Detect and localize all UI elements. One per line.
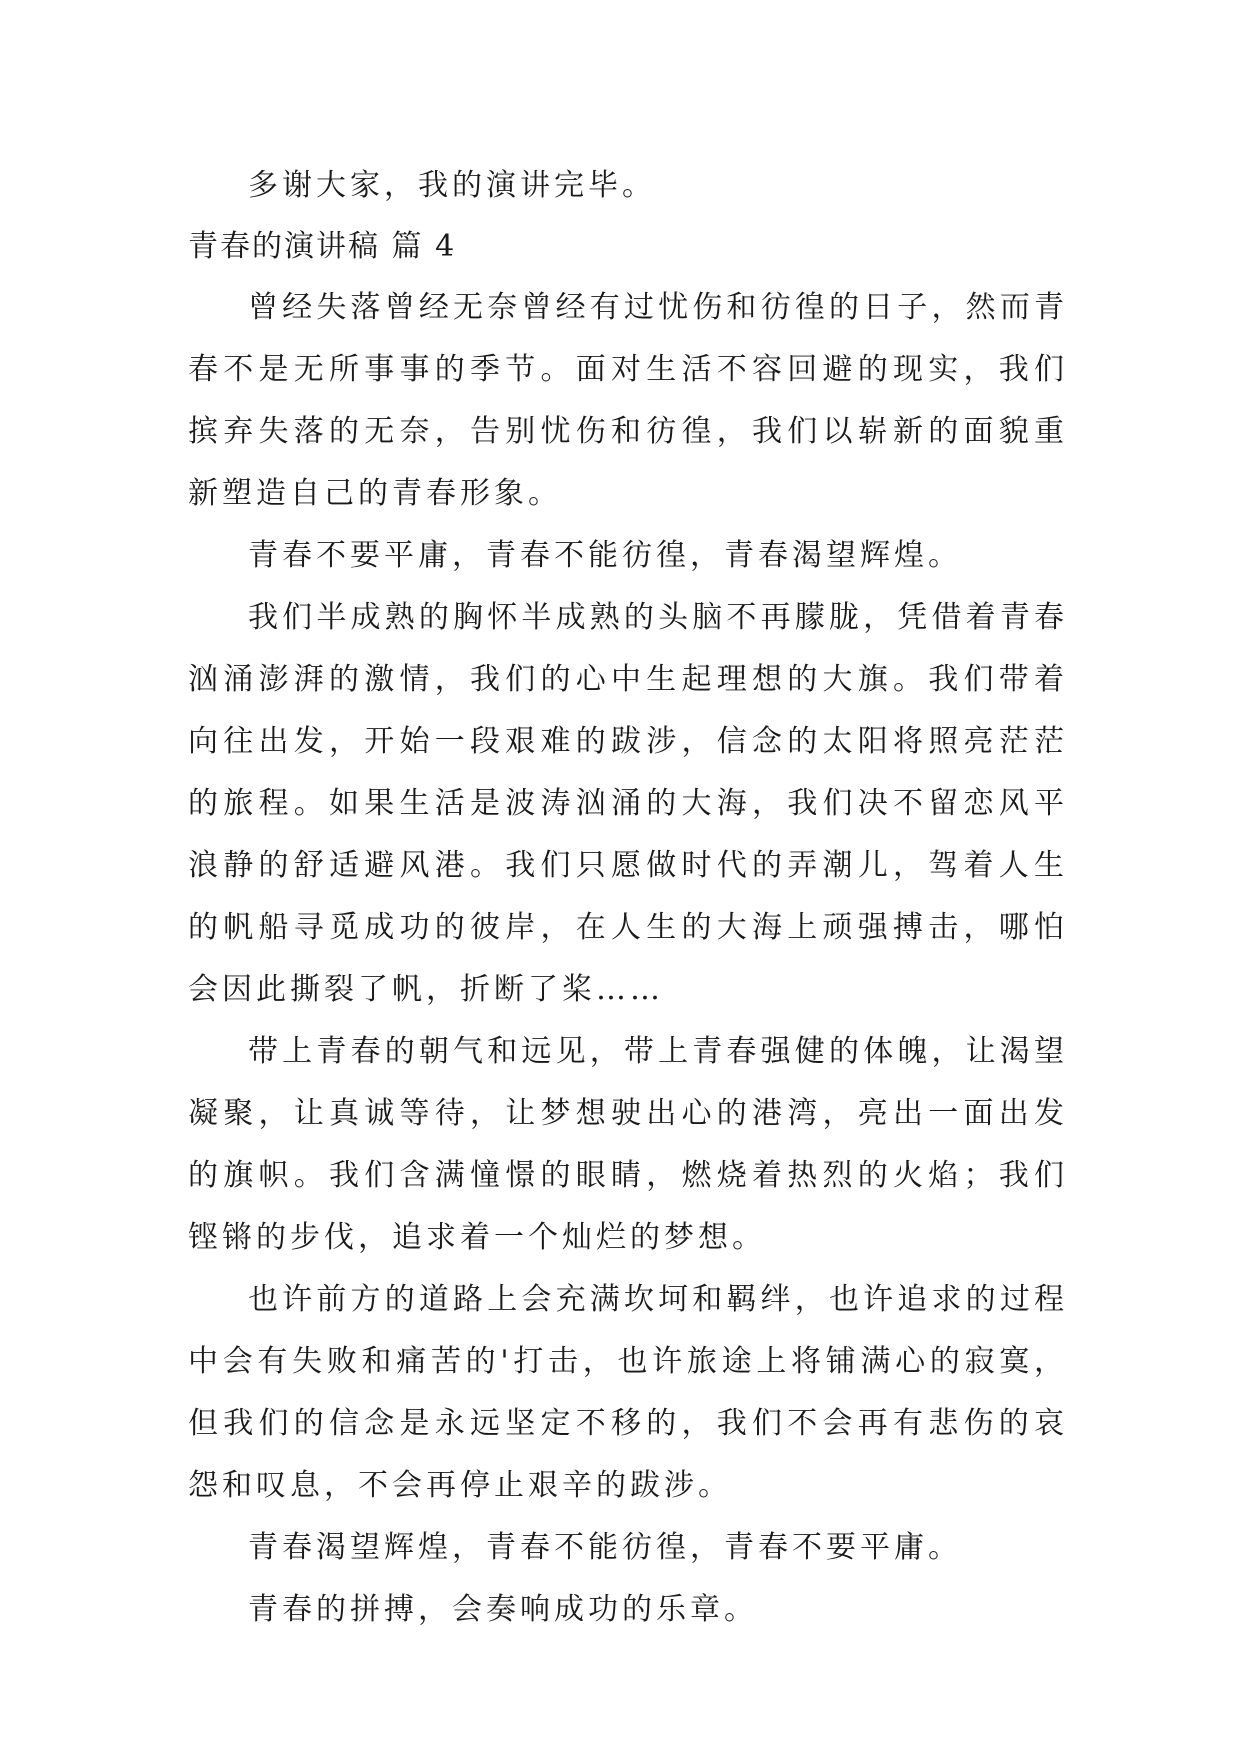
paragraph-6: 青春渴望辉煌，青春不能彷徨，青春不要平庸。 xyxy=(248,1530,962,1565)
paragraph-4: 带上青春的朝气和远见，带上青春强健的体魄，让渴望凝聚，让真诚等待，让梦想驶出心的港湾，亮出一面出发的旗帜。我们含满憧憬的眼睛，燃烧着热烈的火焰；我们铿锵的步伐，追求着一个灿烂的梦想。 xyxy=(188,1034,1068,1255)
closing-line: 多谢大家，我的演讲完毕。 xyxy=(248,168,656,203)
paragraph-7: 青春的拼搏，会奏响成功的乐章。 xyxy=(248,1592,758,1627)
section-title: 青春的演讲稿 篇 4 xyxy=(188,229,457,264)
paragraph-5: 也许前方的道路上会充满坎坷和羁绊，也许追求的过程中会有失败和痛苦的'打击，也许旅途上将铺满心的寂寞，但我们的信念是永远坚定不移的，我们不会再有悲伤的哀怨和叹息，不会再停止艰辛的跋涉。 xyxy=(188,1282,1068,1503)
paragraph-3: 我们半成熟的胸怀半成熟的头脑不再朦胧，凭借着青春汹涌澎湃的激情，我们的心中生起理想的大旗。我们带着向往出发，开始一段艰难的跋涉，信念的太阳将照亮茫茫的旅程。如果生活是波涛汹涌的大海，我们决不留恋风平浪静的舒适避风港。我们只愿做时代的弄潮儿，驾着人生的帆船寻觅成功的彼岸，在人生的大海上顽强搏击，哪怕会因此撕裂了帆，折断了桨…… xyxy=(188,600,1068,1007)
paragraph-1: 曾经失落曾经无奈曾经有过忧伤和彷徨的日子，然而青春不是无所事事的季节。面对生活不容回避的现实，我们摈弃失落的无奈，告别忧伤和彷徨，我们以崭新的面貌重新塑造自己的青春形象。 xyxy=(188,290,1068,511)
document-body xyxy=(188,155,1068,1641)
paragraph-2: 青春不要平庸，青春不能彷徨，青春渴望辉煌。 xyxy=(248,538,962,573)
